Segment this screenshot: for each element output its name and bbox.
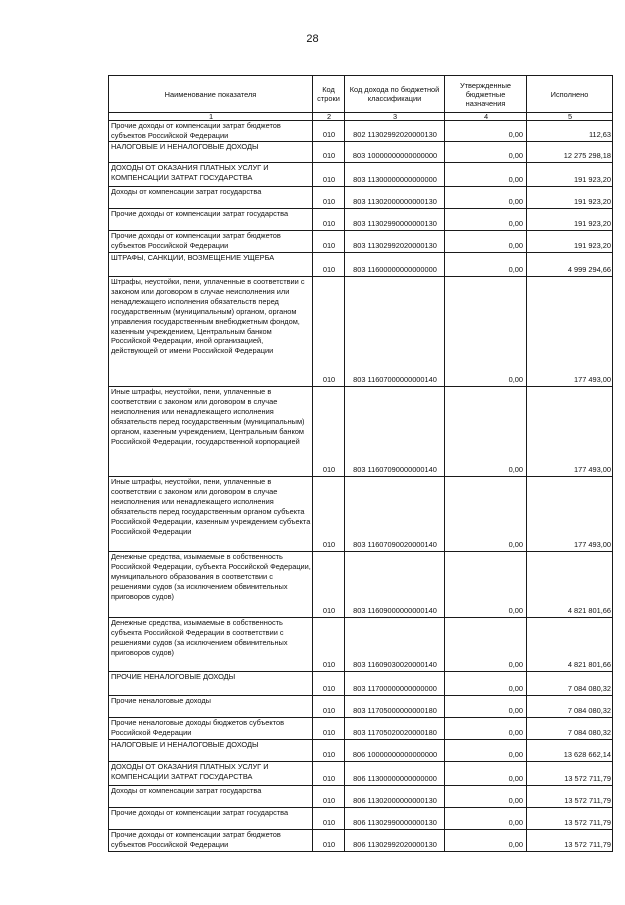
executed-amount: 12 275 298,18	[527, 142, 613, 163]
approved-amount: 0,00	[445, 277, 527, 387]
header-line-code: Код строки	[313, 76, 345, 113]
approved-amount: 0,00	[445, 696, 527, 718]
executed-amount: 112,63	[527, 121, 613, 142]
column-number-row	[109, 113, 613, 121]
indicator-name: Прочие доходы от компенсации затрат бюджетов субъектов Российской Федерации	[109, 830, 313, 852]
executed-amount: 7 084 080,32	[527, 672, 613, 696]
income-code: 803 11607000000000140	[345, 277, 445, 387]
indicator-name: ШТРАФЫ, САНКЦИИ, ВОЗМЕЩЕНИЕ УЩЕРБА	[109, 253, 313, 277]
executed-amount: 191 923,20	[527, 231, 613, 253]
table-header-row	[109, 76, 613, 113]
line-code: 010	[313, 740, 345, 762]
executed-amount: 13 572 711,79	[527, 762, 613, 786]
indicator-name: ПРОЧИЕ НЕНАЛОГОВЫЕ ДОХОДЫ	[109, 672, 313, 696]
table-row	[109, 552, 613, 618]
header-income-code: Код дохода по бюджетной классификации	[345, 76, 445, 113]
executed-amount: 4 821 801,66	[527, 552, 613, 618]
approved-amount: 0,00	[445, 786, 527, 808]
indicator-name: ДОХОДЫ ОТ ОКАЗАНИЯ ПЛАТНЫХ УСЛУГ И КОМПЕНСАЦИИ ЗАТРАТ ГОСУДАРСТВА	[109, 163, 313, 187]
header-approved: Утвержденные бюджетные назначения	[445, 76, 527, 113]
approved-amount: 0,00	[445, 808, 527, 830]
indicator-name: Денежные средства, изымаемые в собственность субъекта Российской Федерации в соответствии с решениями судов (за исключением обвинительных приговоров судов)	[109, 618, 313, 672]
approved-amount: 0,00	[445, 740, 527, 762]
executed-amount: 4 999 294,66	[527, 253, 613, 277]
income-code: 803 11609000000000140	[345, 552, 445, 618]
table-row	[109, 696, 613, 718]
table-row	[109, 231, 613, 253]
indicator-name: ДОХОДЫ ОТ ОКАЗАНИЯ ПЛАТНЫХ УСЛУГ И КОМПЕНСАЦИИ ЗАТРАТ ГОСУДАРСТВА	[109, 762, 313, 786]
table-row	[109, 718, 613, 740]
executed-amount: 13 628 662,14	[527, 740, 613, 762]
column-number: 5	[527, 113, 613, 121]
approved-amount: 0,00	[445, 121, 527, 142]
table-row	[109, 762, 613, 786]
line-code: 010	[313, 786, 345, 808]
line-code: 010	[313, 552, 345, 618]
indicator-name: Прочие неналоговые доходы	[109, 696, 313, 718]
indicator-name: НАЛОГОВЫЕ И НЕНАЛОГОВЫЕ ДОХОДЫ	[109, 142, 313, 163]
indicator-name: Прочие доходы от компенсации затрат бюджетов субъектов Российской Федерации	[109, 121, 313, 142]
line-code: 010	[313, 618, 345, 672]
income-code: 806 10000000000000000	[345, 740, 445, 762]
budget-income-table	[108, 75, 613, 852]
table-row	[109, 142, 613, 163]
table-row	[109, 121, 613, 142]
table-row	[109, 477, 613, 552]
approved-amount: 0,00	[445, 253, 527, 277]
indicator-name: Доходы от компенсации затрат государства	[109, 786, 313, 808]
table-row	[109, 277, 613, 387]
line-code: 010	[313, 209, 345, 231]
line-code: 010	[313, 253, 345, 277]
line-code: 010	[313, 387, 345, 477]
indicator-name: Прочие доходы от компенсации затрат государства	[109, 808, 313, 830]
income-code: 806 11300000000000000	[345, 762, 445, 786]
approved-amount: 0,00	[445, 718, 527, 740]
income-code: 803 11300000000000000	[345, 163, 445, 187]
indicator-name: Денежные средства, изымаемые в собственность Российской Федерации, субъекта Российской Федерации, муниципального образования в соответствии с решениями судов (за исключением обвинительных приговоров судов)	[109, 552, 313, 618]
income-code: 803 11705020020000180	[345, 718, 445, 740]
table-row	[109, 209, 613, 231]
table-row	[109, 830, 613, 852]
income-code: 803 11609030020000140	[345, 618, 445, 672]
line-code: 010	[313, 121, 345, 142]
income-code: 806 11302000000000130	[345, 786, 445, 808]
table-row	[109, 253, 613, 277]
line-code: 010	[313, 696, 345, 718]
indicator-name: Прочие доходы от компенсации затрат бюджетов субъектов Российской Федерации	[109, 231, 313, 253]
approved-amount: 0,00	[445, 142, 527, 163]
approved-amount: 0,00	[445, 163, 527, 187]
income-code: 803 11600000000000000	[345, 253, 445, 277]
executed-amount: 7 084 080,32	[527, 718, 613, 740]
executed-amount: 177 493,00	[527, 277, 613, 387]
indicator-name: Прочие доходы от компенсации затрат государства	[109, 209, 313, 231]
executed-amount: 13 572 711,79	[527, 830, 613, 852]
indicator-name: Прочие неналоговые доходы бюджетов субъектов Российской Федерации	[109, 718, 313, 740]
line-code: 010	[313, 277, 345, 387]
executed-amount: 13 572 711,79	[527, 808, 613, 830]
approved-amount: 0,00	[445, 231, 527, 253]
approved-amount: 0,00	[445, 387, 527, 477]
column-number: 2	[313, 113, 345, 121]
approved-amount: 0,00	[445, 477, 527, 552]
executed-amount: 177 493,00	[527, 477, 613, 552]
executed-amount: 13 572 711,79	[527, 786, 613, 808]
income-code: 803 11705000000000180	[345, 696, 445, 718]
line-code: 010	[313, 808, 345, 830]
income-code: 803 11302990000000130	[345, 209, 445, 231]
income-code: 803 10000000000000000	[345, 142, 445, 163]
income-code: 803 11302000000000130	[345, 187, 445, 209]
indicator-name: Штрафы, неустойки, пени, уплаченные в соответствии с законом или договором в случае неисполнения или ненадлежащего исполнения обязательств перед государственным (муниципальным) органом, органом управления государственным внебюджетным фондом, казенным учреждением, Центральным банком Российской Федерации, иной организацией, действующей от имени Российской Федерации	[109, 277, 313, 387]
line-code: 010	[313, 142, 345, 163]
executed-amount: 191 923,20	[527, 209, 613, 231]
line-code: 010	[313, 231, 345, 253]
indicator-name: НАЛОГОВЫЕ И НЕНАЛОГОВЫЕ ДОХОДЫ	[109, 740, 313, 762]
executed-amount: 191 923,20	[527, 187, 613, 209]
executed-amount: 191 923,20	[527, 163, 613, 187]
approved-amount: 0,00	[445, 762, 527, 786]
line-code: 010	[313, 477, 345, 552]
page-number: 28	[306, 33, 319, 45]
approved-amount: 0,00	[445, 830, 527, 852]
line-code: 010	[313, 672, 345, 696]
line-code: 010	[313, 762, 345, 786]
executed-amount: 7 084 080,32	[527, 696, 613, 718]
approved-amount: 0,00	[445, 187, 527, 209]
approved-amount: 0,00	[445, 618, 527, 672]
income-code: 806 11302990000000130	[345, 808, 445, 830]
header-executed: Исполнено	[527, 76, 613, 113]
table-row	[109, 618, 613, 672]
header-indicator-name: Наименование показателя	[109, 76, 313, 113]
column-number: 3	[345, 113, 445, 121]
executed-amount: 4 821 801,66	[527, 618, 613, 672]
income-code: 806 11302992020000130	[345, 830, 445, 852]
income-code: 803 11700000000000000	[345, 672, 445, 696]
income-code: 803 11302992020000130	[345, 231, 445, 253]
column-number: 4	[445, 113, 527, 121]
table-row	[109, 740, 613, 762]
line-code: 010	[313, 187, 345, 209]
table-row	[109, 672, 613, 696]
line-code: 010	[313, 163, 345, 187]
income-code: 802 11302992020000130	[345, 121, 445, 142]
column-number: 1	[109, 113, 313, 121]
indicator-name: Доходы от компенсации затрат государства	[109, 187, 313, 209]
income-code: 803 11607090020000140	[345, 477, 445, 552]
approved-amount: 0,00	[445, 552, 527, 618]
table-row	[109, 808, 613, 830]
indicator-name: Иные штрафы, неустойки, пени, уплаченные в соответствии с законом или договором в случае неисполнения или ненадлежащего исполнения обязательств перед государственным (муниципальным) органом, казенным учреждением, Центральным банком Российской Федерации, государственной корпорацией	[109, 387, 313, 477]
line-code: 010	[313, 830, 345, 852]
line-code: 010	[313, 718, 345, 740]
table-row	[109, 786, 613, 808]
approved-amount: 0,00	[445, 209, 527, 231]
indicator-name: Иные штрафы, неустойки, пени, уплаченные в соответствии с законом или договором в случае неисполнения или ненадлежащего исполнения обязательств перед государственным органом субъекта Российской Федерации, казенным учреждением субъекта Российской Федерации	[109, 477, 313, 552]
table-row	[109, 187, 613, 209]
executed-amount: 177 493,00	[527, 387, 613, 477]
income-code: 803 11607090000000140	[345, 387, 445, 477]
approved-amount: 0,00	[445, 672, 527, 696]
table-row	[109, 163, 613, 187]
table-row	[109, 387, 613, 477]
